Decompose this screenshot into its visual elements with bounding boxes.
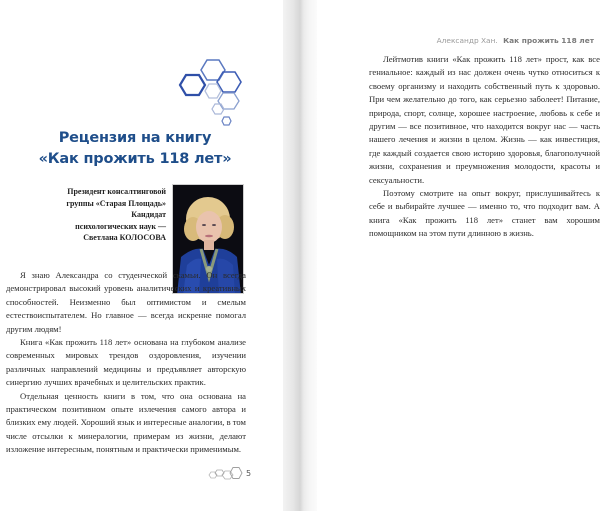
page-footer — [208, 465, 251, 481]
paragraph: Лейтмотив книги «Как прожить 118 лет» прост, как все гениальное: каждый из нас должен очень чутко относиться к своему организму и находить собственный путь к здоровью. При чем желательно до того, как серьезно заболеет! Питание, природа, спорт, солнце, хорошее настроение, любовь к себе и другим — все позитивное, что находится вокруг нас — часть нашего лечения и жизни в целом. Жизнь — как инвестиция, где каждый создается свою историю здоровья, благополучной жизни, сохранения и преумножения молодости, красоты и сексуальности. — [369, 54, 600, 185]
running-head — [437, 36, 594, 45]
right-page — [317, 0, 600, 511]
left-page-body — [6, 269, 246, 457]
book-gutter — [283, 0, 317, 511]
author-caption — [40, 186, 166, 244]
caption-line: Кандидат — [131, 210, 166, 219]
caption-author-name: Светлана КОЛОСОВА — [83, 233, 166, 242]
paragraph: Книга «Как прожить 118 лет» основана на глубоком анализе современных мировых трендов оздоровления, изучении различных направлений медицины и предъявляет авторскую синергию лучших врачебных и целительских практик. — [6, 337, 246, 388]
running-head-title: Как прожить 118 лет — [503, 36, 594, 45]
title-line-1: Рецензия на книгу — [58, 130, 212, 146]
caption-line: психологических наук — — [75, 221, 166, 231]
title-line-2: «Как прожить 118 лет» — [38, 151, 232, 167]
small-hexagons-icon — [208, 466, 244, 480]
paragraph: Я знаю Александра со студенческой скамьи. Он всегда демонстрировал высокий уровень аналитических и креативных способностей. Неизменно был оптимистом и смелым естествоиспытателем. Но главное — всегда искренне помогал другим людям! — [6, 270, 246, 334]
paragraph: Поэтому смотрите на опыт вокруг, прислушивайтесь к себе и выбирайте лучшее — именно то, что подходит вам. А книга «Как прожить 118 лет» станет вам хорошим помощником на этом пути длинною в жизнь. — [369, 188, 600, 239]
running-head-author: Александр Хан. — [436, 36, 498, 45]
right-page-body — [369, 53, 600, 241]
caption-line: группы «Старая Площадь» — [66, 198, 166, 208]
review-title — [30, 128, 240, 170]
page-number: 5 — [246, 468, 252, 478]
caption-line: Президент консалтинговой — [67, 187, 166, 196]
left-page — [0, 0, 283, 511]
paragraph: Отдельная ценность книги в том, что она основана на практическом позитивном опыте излечения самого автора и близких ему людей. Хороший язык и интересные аналогии, в том числе отсылки к минералогии, примерам из жизни, делают изложение интересным, понятным и практически применимым. — [6, 390, 246, 455]
hexagon-cluster-icon — [178, 58, 250, 128]
